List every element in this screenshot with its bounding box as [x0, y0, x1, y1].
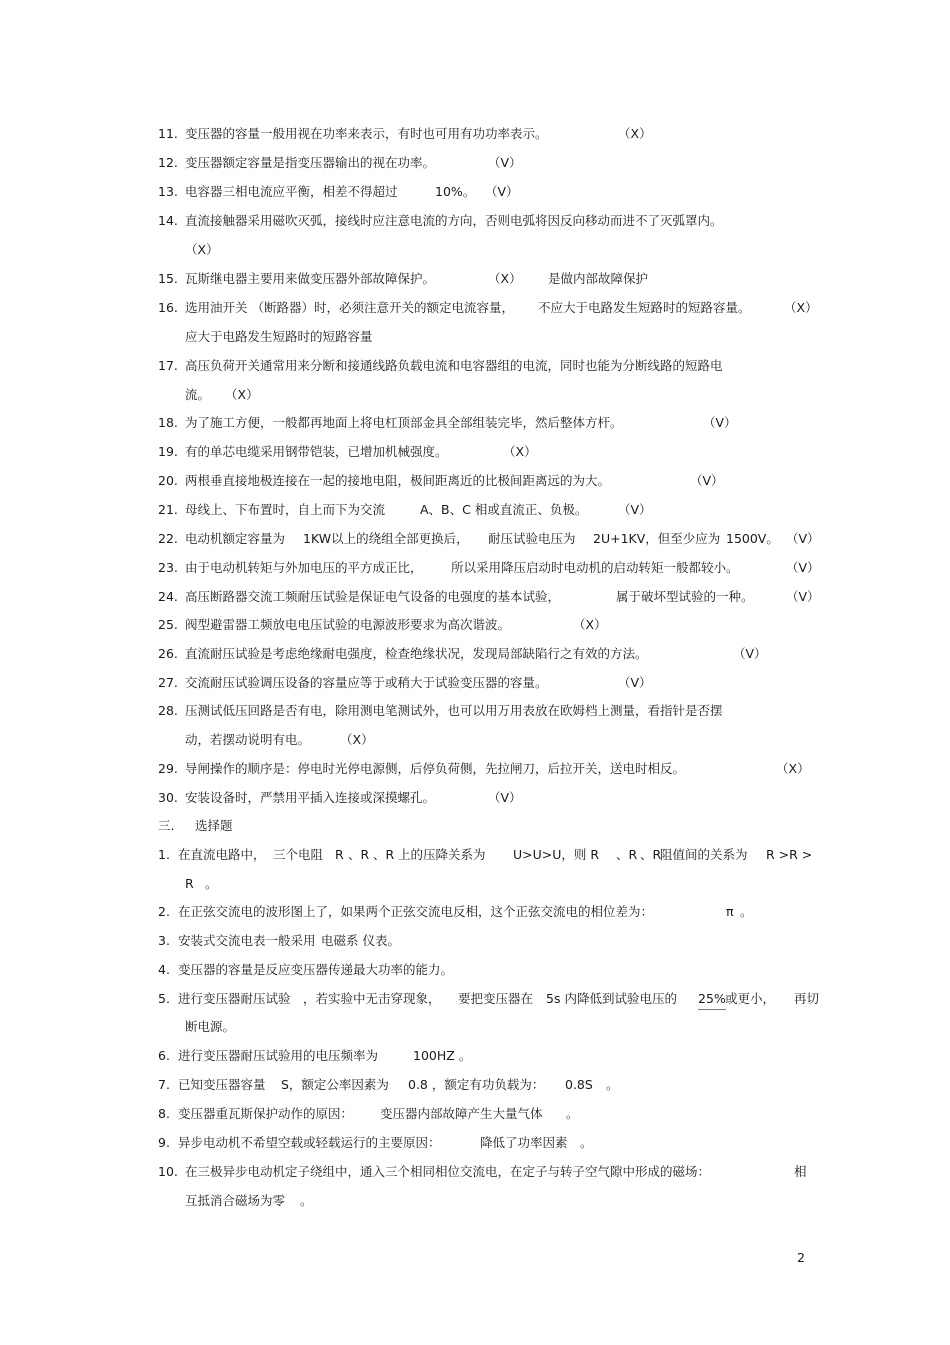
mc-item-5 [158, 989, 818, 1009]
item-text: 压测试低压回路是否有电，除用测电笔测试外，也可以用万用表放在欧姆档上测量，看指针是否摆 [185, 703, 723, 718]
item-number: 2. [158, 904, 170, 919]
item-text-value: 1500V。 [726, 531, 779, 546]
item-text: 进行变压器耐压试验用的电压频率为 [178, 1048, 379, 1063]
item-number: 6. [158, 1048, 170, 1063]
item-number: 14. [158, 213, 178, 228]
item-text: 变压器的容量是反应变压器传递最大功率的能力。 [178, 962, 454, 977]
item-text: 。 [300, 1193, 313, 1208]
item-number: 12. [158, 155, 178, 170]
item-number: 10. [158, 1164, 178, 1179]
tf-item-21 [158, 500, 858, 520]
item-text: 在三极异步电动机定子绕组中，通入三个相同相位交流电，在定子与转子空气隙中形成的磁场： [185, 1164, 711, 1179]
item-answer: （V） [690, 473, 724, 488]
item-number: 5. [158, 991, 170, 1006]
item-text-cont: 不应大于电路发生短路时的短路容量。 [538, 300, 751, 315]
item-text-cont: 所以采用降压启动时电动机的启动转矩一般都较小。 [451, 560, 739, 575]
item-text-value: 1KW以上的绕组全部更换后， [303, 531, 469, 546]
tf-item-17-cont-line [185, 385, 385, 405]
item-text: 、R [616, 847, 638, 862]
item-text: 变压器重瓦斯保护动作的原因： [178, 1106, 354, 1121]
tf-item-29 [158, 759, 818, 779]
item-text: 已知变压器容量 [178, 1077, 266, 1092]
mc-item-3 [158, 931, 858, 951]
item-text: S，额定公率因素为 [281, 1077, 389, 1092]
item-text-cont: 动，若摆动说明有电。 [185, 732, 311, 747]
item-text: 安装式交流电表一般采用 [178, 933, 316, 948]
item-number: 4. [158, 962, 170, 977]
item-answer: （V） [488, 155, 522, 170]
item-number: 26. [158, 646, 178, 661]
item-text: 在正弦交流电的波形图上了，如果两个正弦交流电反相，这个正弦交流电的相位差为： [178, 904, 654, 919]
tf-item-23 [158, 558, 818, 578]
mc-item-5-cont-line [185, 1017, 385, 1037]
tf-item-26 [158, 644, 858, 664]
item-text: 选用油开关 （断路器）时，必须注意开关的额定电流容量， [185, 300, 514, 315]
item-text: 或更小， [725, 991, 776, 1006]
item-answer: （X） [573, 617, 607, 632]
tf-item-13 [158, 182, 858, 202]
mc-item-7 [158, 1075, 858, 1095]
item-text-cont: 流。 [185, 387, 211, 402]
item-text: 导闸操作的顺序是：停电时光停电源侧，后停负荷侧，先拉闸刀，后拉开关，送电时相反。 [185, 761, 686, 776]
item-answer: 100HZ 。 [413, 1048, 472, 1063]
item-correction: 应大于电路发生短路时的短路容量 [185, 329, 373, 344]
item-answer: 变压器内部故障产生大量气体 [380, 1106, 543, 1121]
tf-item-14-answer-line [185, 240, 285, 260]
item-number: 20. [158, 473, 178, 488]
item-answer: π [726, 904, 734, 919]
item-number: 25. [158, 617, 178, 632]
item-answer: 降低了功率因素 [480, 1135, 568, 1150]
mc-item-9 [158, 1133, 858, 1153]
item-number: 30. [158, 790, 178, 805]
tf-item-22 [158, 529, 818, 549]
item-text: 为了施工方便，一般都再地面上将电杠顶部金具全部组装完毕，然后整体方杆。 [185, 415, 623, 430]
item-answer: 25% [698, 989, 726, 1010]
item-number: 19. [158, 444, 178, 459]
item-answer: （X） [618, 126, 652, 141]
item-text: 阻值间的关系为 [660, 847, 748, 862]
tf-item-28-cont-line [185, 730, 485, 750]
item-number: 27. [158, 675, 178, 690]
section-heading [158, 816, 458, 836]
mc-item-2 [158, 902, 858, 922]
item-answer: （V） [786, 531, 820, 546]
item-text: 断电源。 [185, 1019, 236, 1034]
item-text: 由于电动机转矩与外加电压的平方成正比， [185, 560, 423, 575]
item-number: 21. [158, 502, 178, 517]
item-answer: （V） [786, 589, 820, 604]
item-answer: （X） [503, 444, 537, 459]
mc-item-1 [158, 845, 818, 865]
item-text: 三个电阻 [273, 847, 324, 862]
item-text: 高压断路器交流工频耐压试验是保证电气设备的电强度的基本试验， [185, 589, 561, 604]
item-number: 16. [158, 300, 178, 315]
mc-item-8 [158, 1104, 858, 1124]
item-number: 28. [158, 703, 178, 718]
mc-item-10-cont-line [185, 1191, 485, 1211]
item-answer: （V） [485, 184, 519, 199]
item-text: 电动机额定容量为 [185, 531, 286, 546]
item-text: 交流耐压试验调压设备的容量应等于或稍大于试验变压器的容量。 [185, 675, 548, 690]
tf-item-16 [158, 298, 818, 318]
tf-item-16-note-line [185, 327, 485, 347]
mc-item-10 [158, 1162, 818, 1182]
tf-item-20 [158, 471, 858, 491]
tf-item-12 [158, 153, 858, 173]
item-text: 安装设备时，严禁用平插入连接或深摸螺孔。 [185, 790, 436, 805]
tf-item-15 [158, 269, 858, 289]
item-text: 。 [606, 1077, 619, 1092]
item-text: 变压器的容量一般用视在功率来表示，有时也可用有功功率表示。 [185, 126, 548, 141]
item-answer: （V） [488, 790, 522, 805]
item-text: 电容器三相电流应平衡，相差不得超过 [185, 184, 398, 199]
item-answer: 电磁系 仪表。 [321, 933, 400, 948]
item-answer: 互抵消合磁场为零 [185, 1193, 286, 1208]
tf-item-18 [158, 413, 858, 433]
item-text: 。 [205, 876, 218, 891]
mc-item-4 [158, 960, 858, 980]
tf-item-28 [158, 701, 858, 721]
item-text: R [335, 847, 344, 862]
tf-item-27 [158, 673, 858, 693]
tf-item-11 [158, 124, 858, 144]
tf-item-17 [158, 356, 858, 376]
item-text: 再切 [794, 991, 820, 1006]
page-number: 2 [797, 1250, 805, 1265]
item-text: 变压器额定容量是指变压器输出的视在功率。 [185, 155, 436, 170]
item-answer: （X） [340, 732, 374, 747]
section-number: 三. [158, 818, 175, 833]
item-text: ，若实验中无击穿现象， [303, 991, 441, 1006]
item-text: R [185, 876, 194, 891]
item-answer: （V） [618, 502, 652, 517]
item-answer: （V） [786, 560, 820, 575]
item-number: 17. [158, 358, 178, 373]
item-text: 。 [580, 1135, 593, 1150]
item-text: 。 [740, 904, 753, 919]
item-text: U>U>U，则 R [513, 847, 600, 862]
item-text: 直流接触器采用磁吹灭弧，接线时应注意电流的方向，否则电弧将因反向移动而进不了灭弧罩内。 [185, 213, 723, 228]
item-text: 5s 内降低到试验电压的 [546, 991, 677, 1006]
item-text: 有的单芯电缆采用钢带铠装，已增加机械强度。 [185, 444, 448, 459]
item-answer: （X） [488, 271, 522, 286]
tf-item-19 [158, 442, 858, 462]
item-text: 两根垂直接地极连接在一起的接地电阻，极间距离近的比极间距离远的为大。 [185, 473, 611, 488]
item-number: 22. [158, 531, 178, 546]
item-answer: （V） [703, 415, 737, 430]
item-answer: （X） [225, 387, 259, 402]
item-answer: 相 [794, 1164, 807, 1179]
item-answer: （X） [784, 300, 818, 315]
item-answer: （V） [733, 646, 767, 661]
item-text-cont: A、B、C 相或直流正、负极。 [420, 502, 588, 517]
item-number: 24. [158, 589, 178, 604]
item-text-value: 10%。 [435, 184, 476, 199]
item-number: 9. [158, 1135, 170, 1150]
item-answer: 0.8S [565, 1077, 593, 1092]
item-number: 1. [158, 847, 170, 862]
item-text: 高压负荷开关通常用来分断和接通线路负载电流和电容器组的电流，同时也能为分断线路的短路电 [185, 358, 723, 373]
item-number: 11. [158, 126, 178, 141]
item-text: 瓦斯继电器主要用来做变压器外部故障保护。 [185, 271, 436, 286]
item-text: 。 [566, 1106, 579, 1121]
item-text: 异步电动机不希望空载或轻载运行的主要原因： [178, 1135, 441, 1150]
item-text: 母线上、下布置时，自上而下为交流 [185, 502, 386, 517]
item-text: 、R [348, 847, 370, 862]
item-text: 上的压降关系为 [398, 847, 486, 862]
item-text-cont: 属于破坏型试验的一种。 [616, 589, 754, 604]
section-title: 选择题 [195, 818, 233, 833]
item-number: 18. [158, 415, 178, 430]
item-answer: （V） [618, 675, 652, 690]
item-text-value: 2U+1KV，但至少应为 [593, 531, 721, 546]
item-text: 阀型避雷器工频放电电压试验的电源波形要求为高次谐波。 [185, 617, 511, 632]
item-number: 7. [158, 1077, 170, 1092]
item-text: 、R [373, 847, 395, 862]
item-text: 在直流电路中， [178, 847, 266, 862]
mc-item-1-cont-line [185, 874, 285, 894]
item-text-cont: 耐压试验电压为 [488, 531, 576, 546]
item-text: 0.8 ，额定有功负载为： [408, 1077, 545, 1092]
item-answer: （X） [185, 242, 219, 257]
item-text: 进行变压器耐压试验 [178, 991, 291, 1006]
item-text: 、R [640, 847, 662, 862]
tf-item-14 [158, 211, 858, 231]
item-answer: （X） [776, 761, 810, 776]
item-correction: 是做内部故障保护 [548, 271, 649, 286]
tf-item-30 [158, 788, 858, 808]
mc-item-6 [158, 1046, 858, 1066]
item-number: 23. [158, 560, 178, 575]
item-number: 29. [158, 761, 178, 776]
item-number: 13. [158, 184, 178, 199]
tf-item-25 [158, 615, 858, 635]
tf-item-24 [158, 587, 818, 607]
item-text: 直流耐压试验是考虑绝缘耐电强度，检查绝缘状况，发现局部缺陷行之有效的方法。 [185, 646, 648, 661]
item-number: 3. [158, 933, 170, 948]
item-text: R >R > [766, 847, 813, 862]
item-text: 要把变压器在 [458, 991, 534, 1006]
item-number: 8. [158, 1106, 170, 1121]
item-number: 15. [158, 271, 178, 286]
